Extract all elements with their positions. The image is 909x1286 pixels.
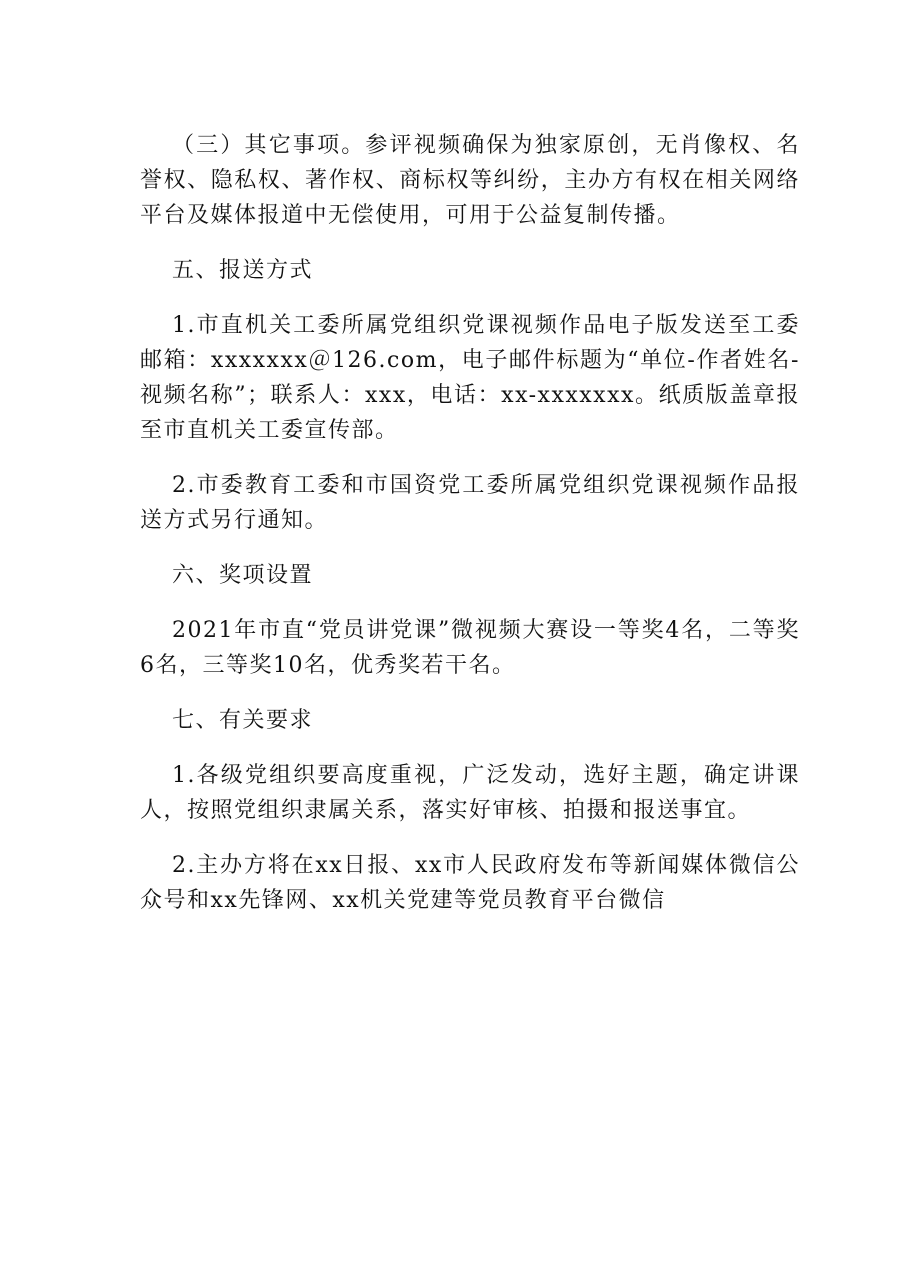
- document-body: [140, 128, 800, 938]
- paragraph-requirements-2: 2.主办方将在xx日报、xx市人民政府发布等新闻媒体微信公众号和xx先锋网、xx机关党建等党员教育平台微信: [140, 853, 800, 913]
- paragraph-submission-1: 1.市直机关工委所属党组织党课视频作品电子版发送至工委邮箱：xxxxxxx＠126.com，电子邮件标题为“单位-作者姓名-视频名称”；联系人：xxx，电话：xx-xxxxxxx。纸质版盖章报至市直机关工委宣传部。: [140, 313, 800, 443]
- paragraph-other-matters: （三）其它事项。参评视频确保为独家原创，无肖像权、名誉权、隐私权、著作权、商标权等纠纷，主办方有权在相关网络平台及媒体报道中无偿使用，可用于公益复制传播。: [140, 133, 800, 228]
- paragraph-awards: 2021年市直“党员讲党课”微视频大赛设一等奖4名，二等奖6名，三等奖10名，优秀奖若干名。: [140, 618, 800, 678]
- paragraph-submission-2: 2.市委教育工委和市国资党工委所属党组织党课视频作品报送方式另行通知。: [140, 473, 800, 533]
- paragraph-requirements-1: 1.各级党组织要高度重视，广泛发动，选好主题，确定讲课人，按照党组织隶属关系，落实好审核、拍摄和报送事宜。: [140, 763, 800, 823]
- section-heading-submission: 五、报送方式: [172, 258, 314, 283]
- section-heading-awards: 六、奖项设置: [172, 563, 314, 588]
- section-heading-requirements: 七、有关要求: [172, 708, 314, 733]
